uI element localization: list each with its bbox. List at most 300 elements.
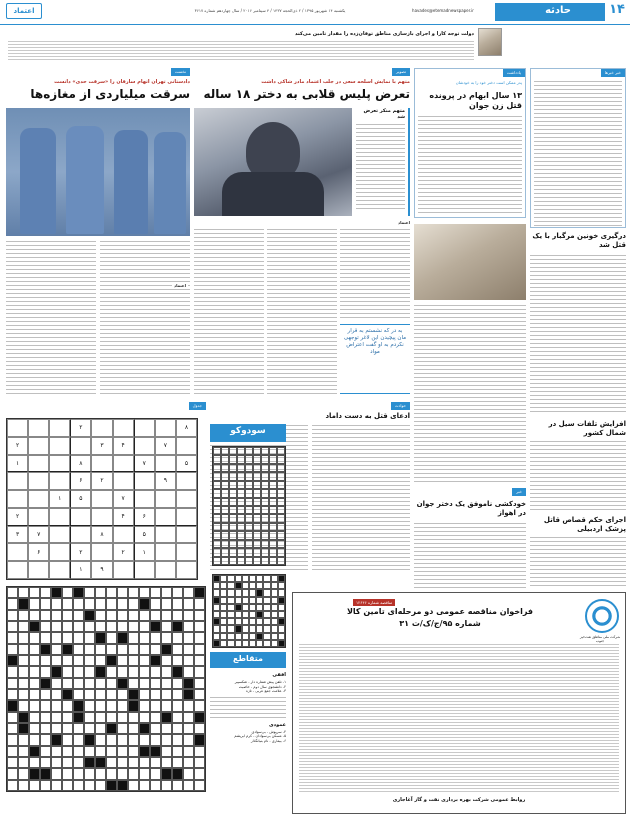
crossword-cell[interactable]: [73, 610, 84, 621]
sudoku-cell[interactable]: [113, 561, 134, 579]
crossword-cell[interactable]: [245, 447, 253, 455]
crossword-cell[interactable]: [150, 712, 161, 723]
crossword-cell[interactable]: [221, 506, 229, 514]
crossword-cell[interactable]: [172, 587, 183, 598]
crossword-cell[interactable]: [261, 472, 269, 480]
crossword-cell[interactable]: [278, 604, 285, 611]
crossword-cell[interactable]: [139, 666, 150, 677]
sudoku-cell[interactable]: [155, 561, 176, 579]
sudoku-cell[interactable]: [176, 490, 197, 508]
crossword-cell[interactable]: [172, 768, 183, 779]
crossword-cell[interactable]: [106, 746, 117, 757]
sudoku-cell[interactable]: [49, 472, 70, 490]
crossword-cell[interactable]: [40, 655, 51, 666]
crossword-cell[interactable]: [161, 621, 172, 632]
crossword-cell[interactable]: [235, 611, 242, 618]
crossword-cell[interactable]: [7, 655, 18, 666]
crossword-cell[interactable]: [229, 548, 237, 556]
crossword-cell[interactable]: [256, 640, 263, 647]
crossword-cell[interactable]: [7, 734, 18, 745]
crossword-cell[interactable]: [84, 780, 95, 791]
crossword-cell[interactable]: [213, 604, 220, 611]
crossword-cell[interactable]: [128, 587, 139, 598]
sudoku-cell[interactable]: [28, 508, 49, 526]
sudoku-cell[interactable]: ۴: [113, 508, 134, 526]
crossword-cell[interactable]: [18, 689, 29, 700]
crossword-cell[interactable]: [117, 734, 128, 745]
crossword-cell[interactable]: [95, 587, 106, 598]
crossword-cell[interactable]: [150, 598, 161, 609]
crossword-cell[interactable]: [271, 640, 278, 647]
crossword-cell[interactable]: [62, 610, 73, 621]
crossword-cell[interactable]: [235, 582, 242, 589]
sudoku-cell[interactable]: [176, 472, 197, 490]
sudoku-cell[interactable]: [70, 508, 91, 526]
crossword-cell[interactable]: [237, 540, 245, 548]
crossword-cell[interactable]: [235, 597, 242, 604]
crossword-cell[interactable]: [194, 757, 205, 768]
crossword-cell[interactable]: [117, 632, 128, 643]
crossword-cell[interactable]: [40, 678, 51, 689]
crossword-cell[interactable]: [73, 734, 84, 745]
crossword-cell[interactable]: [213, 611, 220, 618]
crossword-cell[interactable]: [227, 604, 234, 611]
crossword-cell[interactable]: [29, 655, 40, 666]
crossword-cell[interactable]: [221, 557, 229, 565]
crossword-cell[interactable]: [139, 621, 150, 632]
crossword-cell[interactable]: [18, 780, 29, 791]
crossword-cell[interactable]: [220, 611, 227, 618]
crossword-cell[interactable]: [150, 768, 161, 779]
crossword-cell[interactable]: [161, 734, 172, 745]
crossword-cell[interactable]: [29, 734, 40, 745]
crossword-cell[interactable]: [242, 575, 249, 582]
crossword-cell[interactable]: [221, 523, 229, 531]
crossword-cell[interactable]: [29, 621, 40, 632]
crossword-cell[interactable]: [128, 621, 139, 632]
sudoku-cell[interactable]: ۶: [28, 543, 49, 561]
crossword-cell[interactable]: [84, 746, 95, 757]
sudoku-cell[interactable]: ۹: [155, 472, 176, 490]
crossword-cell[interactable]: [95, 678, 106, 689]
sudoku-cell[interactable]: [134, 561, 155, 579]
crossword-cell[interactable]: [237, 447, 245, 455]
crossword-cell[interactable]: [29, 712, 40, 723]
crossword-cell[interactable]: [194, 712, 205, 723]
sudoku-cell[interactable]: ۱: [49, 490, 70, 508]
crossword-cell[interactable]: [237, 464, 245, 472]
crossword-cell[interactable]: [84, 666, 95, 677]
crossword-cell[interactable]: [51, 757, 62, 768]
crossword-cell[interactable]: [161, 723, 172, 734]
crossword-cell[interactable]: [117, 746, 128, 757]
crossword-cell[interactable]: [229, 455, 237, 463]
crossword-cell[interactable]: [194, 780, 205, 791]
crossword-cell[interactable]: [271, 611, 278, 618]
crossword-cell[interactable]: [172, 632, 183, 643]
crossword-cell[interactable]: [128, 700, 139, 711]
sudoku-cell[interactable]: [134, 437, 155, 455]
crossword-cell[interactable]: [51, 746, 62, 757]
crossword-cell[interactable]: [95, 700, 106, 711]
crossword-cell[interactable]: [213, 447, 221, 455]
crossword-cell[interactable]: [73, 598, 84, 609]
crossword-cell[interactable]: [150, 644, 161, 655]
crossword-cell[interactable]: [227, 575, 234, 582]
crossword-cell[interactable]: [95, 768, 106, 779]
crossword-cell[interactable]: [183, 632, 194, 643]
crossword-cell[interactable]: [172, 644, 183, 655]
crossword-cell[interactable]: [40, 610, 51, 621]
crossword-cell[interactable]: [106, 666, 117, 677]
crossword-cell[interactable]: [213, 489, 221, 497]
crossword-cell[interactable]: [227, 597, 234, 604]
crossword-cell[interactable]: [128, 746, 139, 757]
crossword-cell[interactable]: [253, 481, 261, 489]
sudoku-cell[interactable]: ۵: [70, 490, 91, 508]
crossword-cell[interactable]: [84, 678, 95, 689]
sudoku-cell[interactable]: ۳: [91, 437, 112, 455]
crossword-cell[interactable]: [40, 632, 51, 643]
crossword-cell[interactable]: [95, 666, 106, 677]
crossword-cell[interactable]: [229, 523, 237, 531]
crossword-cell[interactable]: [183, 666, 194, 677]
sudoku-cell[interactable]: [113, 455, 134, 473]
sudoku-cell[interactable]: [176, 561, 197, 579]
crossword-cell[interactable]: [263, 633, 270, 640]
crossword-cell[interactable]: [253, 472, 261, 480]
crossword-cell[interactable]: [172, 689, 183, 700]
crossword-cell[interactable]: [84, 689, 95, 700]
crossword-cell[interactable]: [237, 472, 245, 480]
crossword-cell[interactable]: [220, 633, 227, 640]
crossword-cell[interactable]: [269, 447, 277, 455]
crossword-cell[interactable]: [29, 689, 40, 700]
crossword-cell[interactable]: [183, 678, 194, 689]
crossword-cell[interactable]: [194, 621, 205, 632]
crossword-cell[interactable]: [150, 723, 161, 734]
crossword-cell[interactable]: [263, 640, 270, 647]
sudoku-cell[interactable]: ۲: [113, 543, 134, 561]
crossword-cell[interactable]: [249, 618, 256, 625]
crossword-cell[interactable]: [237, 531, 245, 539]
crossword-cell[interactable]: [245, 481, 253, 489]
crossword-cell[interactable]: [51, 678, 62, 689]
crossword-cell[interactable]: [29, 768, 40, 779]
crossword-cell[interactable]: [161, 666, 172, 677]
sudoku-cell[interactable]: [91, 490, 112, 508]
crossword-cell[interactable]: [128, 598, 139, 609]
crossword-cell[interactable]: [183, 644, 194, 655]
crossword-cell[interactable]: [269, 557, 277, 565]
crossword-cell[interactable]: [128, 723, 139, 734]
crossword-cell[interactable]: [172, 621, 183, 632]
crossword-cell[interactable]: [73, 655, 84, 666]
crossword-cell[interactable]: [106, 723, 117, 734]
crossword-cell[interactable]: [139, 632, 150, 643]
crossword-cell[interactable]: [117, 610, 128, 621]
crossword-cell[interactable]: [51, 632, 62, 643]
crossword-cell[interactable]: [62, 621, 73, 632]
crossword-cell[interactable]: [229, 472, 237, 480]
crossword-cell[interactable]: [18, 700, 29, 711]
crossword-cell[interactable]: [249, 625, 256, 632]
crossword-cell[interactable]: [194, 610, 205, 621]
crossword-cell[interactable]: [73, 644, 84, 655]
crossword-grid-small[interactable]: [212, 574, 286, 648]
crossword-cell[interactable]: [237, 514, 245, 522]
sudoku-cell[interactable]: ۹: [91, 561, 112, 579]
crossword-cell[interactable]: [278, 582, 285, 589]
crossword-cell[interactable]: [29, 700, 40, 711]
crossword-cell[interactable]: [221, 472, 229, 480]
sudoku-cell[interactable]: [28, 472, 49, 490]
crossword-cell[interactable]: [62, 700, 73, 711]
crossword-cell[interactable]: [106, 689, 117, 700]
sudoku-cell[interactable]: ۸: [176, 419, 197, 437]
crossword-cell[interactable]: [40, 666, 51, 677]
crossword-cell[interactable]: [245, 498, 253, 506]
crossword-cell[interactable]: [269, 464, 277, 472]
crossword-cell[interactable]: [29, 644, 40, 655]
crossword-cell[interactable]: [277, 481, 285, 489]
crossword-cell[interactable]: [40, 723, 51, 734]
crossword-cell[interactable]: [117, 644, 128, 655]
crossword-cell[interactable]: [253, 489, 261, 497]
crossword-cell[interactable]: [213, 531, 221, 539]
crossword-cell[interactable]: [18, 757, 29, 768]
crossword-cell[interactable]: [242, 640, 249, 647]
crossword-cell[interactable]: [221, 447, 229, 455]
crossword-cell[interactable]: [106, 768, 117, 779]
crossword-cell[interactable]: [84, 655, 95, 666]
crossword-cell[interactable]: [183, 598, 194, 609]
crossword-cell[interactable]: [213, 633, 220, 640]
crossword-cell[interactable]: [237, 489, 245, 497]
crossword-cell[interactable]: [256, 604, 263, 611]
crossword-cell[interactable]: [271, 633, 278, 640]
sudoku-cell[interactable]: [28, 490, 49, 508]
crossword-cell[interactable]: [73, 712, 84, 723]
crossword-cell[interactable]: [172, 757, 183, 768]
crossword-cell[interactable]: [84, 587, 95, 598]
crossword-cell[interactable]: [245, 531, 253, 539]
crossword-cell[interactable]: [117, 768, 128, 779]
crossword-cell[interactable]: [271, 589, 278, 596]
sudoku-cell[interactable]: [155, 508, 176, 526]
crossword-cell[interactable]: [261, 548, 269, 556]
crossword-cell[interactable]: [269, 540, 277, 548]
crossword-cell[interactable]: [139, 746, 150, 757]
crossword-cell[interactable]: [278, 633, 285, 640]
sudoku-cell[interactable]: [7, 543, 28, 561]
crossword-cell[interactable]: [73, 678, 84, 689]
crossword-cell[interactable]: [277, 464, 285, 472]
sudoku-cell[interactable]: [155, 419, 176, 437]
crossword-grid[interactable]: [6, 586, 206, 792]
crossword-cell[interactable]: [128, 768, 139, 779]
crossword-cell[interactable]: [256, 625, 263, 632]
crossword-cell[interactable]: [261, 523, 269, 531]
crossword-cell[interactable]: [183, 780, 194, 791]
crossword-cell[interactable]: [139, 610, 150, 621]
crossword-cell[interactable]: [277, 531, 285, 539]
crossword-cell[interactable]: [128, 632, 139, 643]
crossword-cell[interactable]: [161, 768, 172, 779]
crossword-cell[interactable]: [278, 589, 285, 596]
crossword-cell[interactable]: [253, 548, 261, 556]
crossword-cell[interactable]: [139, 678, 150, 689]
crossword-cell[interactable]: [150, 757, 161, 768]
sudoku-cell[interactable]: [28, 419, 49, 437]
crossword-cell[interactable]: [235, 625, 242, 632]
sudoku-blank-grid[interactable]: [212, 446, 286, 566]
crossword-cell[interactable]: [221, 540, 229, 548]
crossword-cell[interactable]: [213, 618, 220, 625]
crossword-cell[interactable]: [117, 757, 128, 768]
crossword-cell[interactable]: [261, 481, 269, 489]
crossword-cell[interactable]: [253, 455, 261, 463]
crossword-cell[interactable]: [51, 598, 62, 609]
crossword-cell[interactable]: [213, 597, 220, 604]
crossword-cell[interactable]: [227, 625, 234, 632]
crossword-cell[interactable]: [253, 498, 261, 506]
crossword-cell[interactable]: [62, 780, 73, 791]
crossword-cell[interactable]: [51, 587, 62, 598]
crossword-cell[interactable]: [18, 723, 29, 734]
crossword-cell[interactable]: [62, 768, 73, 779]
crossword-cell[interactable]: [40, 587, 51, 598]
crossword-cell[interactable]: [84, 757, 95, 768]
crossword-cell[interactable]: [253, 540, 261, 548]
crossword-cell[interactable]: [227, 611, 234, 618]
crossword-cell[interactable]: [245, 489, 253, 497]
crossword-cell[interactable]: [213, 540, 221, 548]
crossword-cell[interactable]: [237, 506, 245, 514]
crossword-cell[interactable]: [183, 700, 194, 711]
crossword-cell[interactable]: [220, 640, 227, 647]
crossword-cell[interactable]: [271, 625, 278, 632]
crossword-cell[interactable]: [84, 598, 95, 609]
sudoku-cell[interactable]: [49, 526, 70, 544]
sudoku-cell[interactable]: ۵: [176, 455, 197, 473]
crossword-cell[interactable]: [84, 768, 95, 779]
crossword-cell[interactable]: [213, 557, 221, 565]
crossword-cell[interactable]: [213, 575, 220, 582]
crossword-cell[interactable]: [249, 597, 256, 604]
crossword-cell[interactable]: [183, 621, 194, 632]
crossword-cell[interactable]: [161, 700, 172, 711]
sudoku-cell[interactable]: [155, 490, 176, 508]
crossword-cell[interactable]: [73, 632, 84, 643]
crossword-cell[interactable]: [253, 447, 261, 455]
crossword-cell[interactable]: [249, 589, 256, 596]
crossword-cell[interactable]: [183, 757, 194, 768]
crossword-cell[interactable]: [221, 548, 229, 556]
crossword-cell[interactable]: [261, 489, 269, 497]
sudoku-cell[interactable]: [7, 472, 28, 490]
crossword-cell[interactable]: [261, 557, 269, 565]
crossword-cell[interactable]: [84, 712, 95, 723]
crossword-cell[interactable]: [183, 768, 194, 779]
crossword-cell[interactable]: [245, 455, 253, 463]
crossword-cell[interactable]: [62, 723, 73, 734]
crossword-cell[interactable]: [227, 618, 234, 625]
crossword-cell[interactable]: [150, 678, 161, 689]
crossword-cell[interactable]: [242, 604, 249, 611]
crossword-cell[interactable]: [172, 734, 183, 745]
sudoku-cell[interactable]: [176, 543, 197, 561]
sudoku-cell[interactable]: [155, 543, 176, 561]
crossword-cell[interactable]: [227, 589, 234, 596]
crossword-cell[interactable]: [139, 757, 150, 768]
crossword-cell[interactable]: [117, 723, 128, 734]
crossword-cell[interactable]: [95, 734, 106, 745]
crossword-cell[interactable]: [194, 655, 205, 666]
crossword-cell[interactable]: [106, 610, 117, 621]
crossword-cell[interactable]: [213, 589, 220, 596]
crossword-cell[interactable]: [271, 582, 278, 589]
crossword-cell[interactable]: [150, 746, 161, 757]
crossword-cell[interactable]: [263, 597, 270, 604]
crossword-cell[interactable]: [95, 723, 106, 734]
crossword-cell[interactable]: [139, 644, 150, 655]
crossword-cell[interactable]: [194, 644, 205, 655]
crossword-cell[interactable]: [18, 746, 29, 757]
crossword-cell[interactable]: [128, 610, 139, 621]
crossword-cell[interactable]: [128, 666, 139, 677]
crossword-cell[interactable]: [269, 489, 277, 497]
sudoku-cell[interactable]: [7, 419, 28, 437]
sudoku-cell[interactable]: [49, 437, 70, 455]
crossword-cell[interactable]: [278, 640, 285, 647]
crossword-cell[interactable]: [161, 610, 172, 621]
crossword-cell[interactable]: [213, 481, 221, 489]
crossword-cell[interactable]: [51, 610, 62, 621]
crossword-cell[interactable]: [117, 700, 128, 711]
crossword-cell[interactable]: [128, 678, 139, 689]
crossword-cell[interactable]: [194, 734, 205, 745]
crossword-cell[interactable]: [117, 655, 128, 666]
crossword-cell[interactable]: [172, 712, 183, 723]
crossword-cell[interactable]: [150, 700, 161, 711]
crossword-cell[interactable]: [62, 678, 73, 689]
crossword-cell[interactable]: [95, 757, 106, 768]
crossword-cell[interactable]: [183, 689, 194, 700]
sudoku-cell[interactable]: ۷: [113, 490, 134, 508]
crossword-cell[interactable]: [62, 598, 73, 609]
sudoku-cell[interactable]: ۷: [155, 437, 176, 455]
sudoku-cell[interactable]: ۲: [70, 419, 91, 437]
crossword-cell[interactable]: [229, 489, 237, 497]
crossword-cell[interactable]: [249, 611, 256, 618]
crossword-cell[interactable]: [213, 472, 221, 480]
crossword-cell[interactable]: [29, 757, 40, 768]
sudoku-cell[interactable]: ۵: [134, 526, 155, 544]
crossword-cell[interactable]: [235, 604, 242, 611]
crossword-cell[interactable]: [18, 598, 29, 609]
crossword-cell[interactable]: [194, 598, 205, 609]
sudoku-cell[interactable]: ۱: [70, 561, 91, 579]
crossword-cell[interactable]: [62, 666, 73, 677]
crossword-cell[interactable]: [18, 610, 29, 621]
crossword-cell[interactable]: [242, 618, 249, 625]
crossword-cell[interactable]: [62, 746, 73, 757]
crossword-cell[interactable]: [172, 610, 183, 621]
sudoku-cell[interactable]: [91, 455, 112, 473]
crossword-cell[interactable]: [95, 621, 106, 632]
crossword-cell[interactable]: [73, 666, 84, 677]
